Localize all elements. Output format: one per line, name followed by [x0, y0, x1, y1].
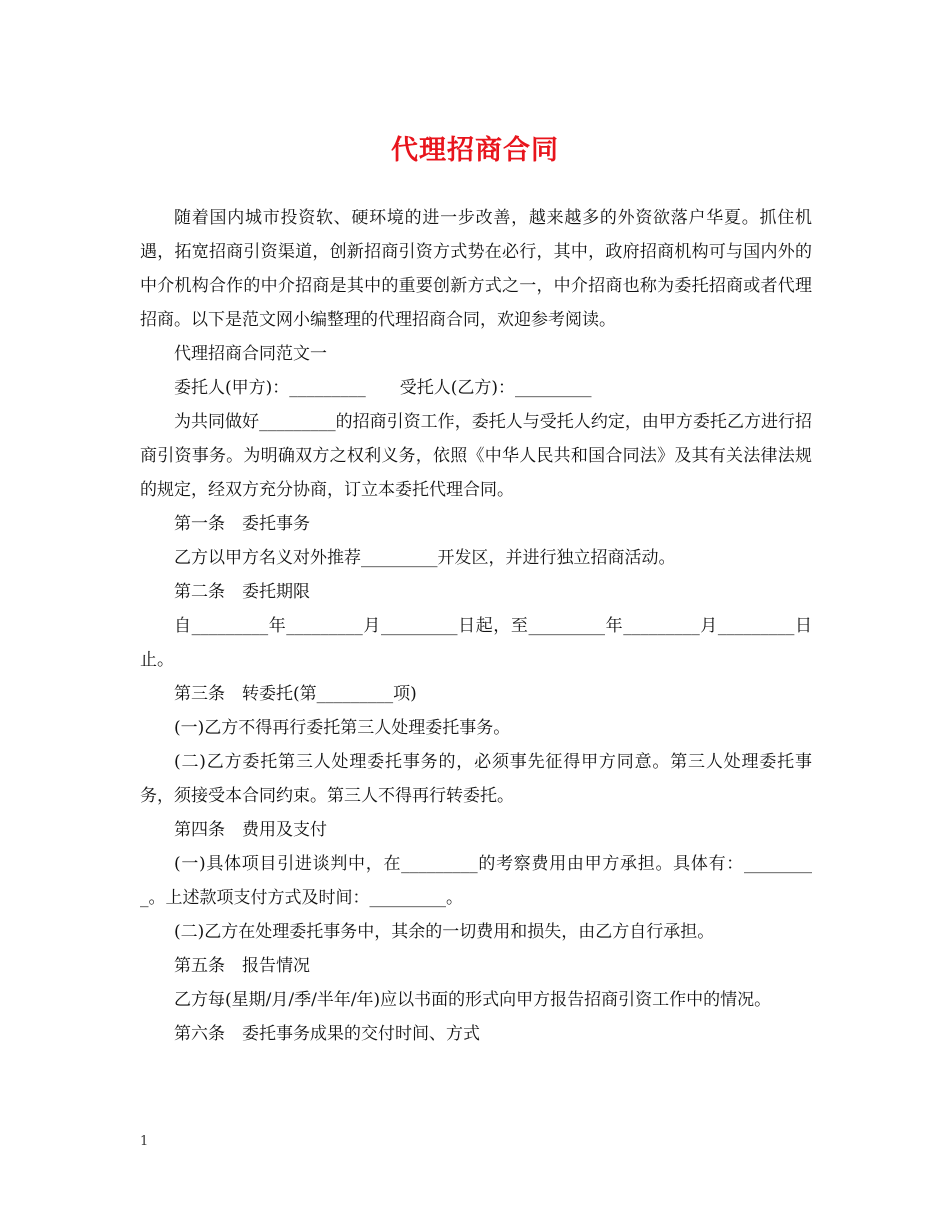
page-title: 代理招商合同: [391, 135, 559, 166]
article-6-heading: 第六条 委托事务成果的交付时间、方式: [174, 1024, 480, 1044]
article-5-heading: 第五条 报告情况: [174, 956, 310, 976]
article-2-heading: 第二条 委托期限: [174, 582, 310, 602]
article-1-heading: 第一条 委托事务: [174, 514, 310, 534]
intro-paragraph: 随着国内城市投资软、硬环境的进一步改善，越来越多的外资欲落户华夏。抓住机遇，拓宽招商引资渠道，创新招商引资方式势在必行，其中，政府招商机构可与国内外的中介机构合作的中介招商是其中的重要创新方式之一，中介招商也称为委托招商或者代理招商。以下是范文网小编整理的代理招商合同，欢迎参考阅读。: [140, 208, 812, 330]
article-4-heading: 第四条 费用及支付: [174, 820, 327, 840]
preamble-paragraph: 为共同做好_________的招商引资工作，委托人与受托人约定，由甲方委托乙方进行招商引资事务。为明确双方之权利义务，依照《中华人民共和国合同法》及其有关法律法规的规定，经双方充分协商，订立本委托代理合同。: [140, 412, 812, 500]
article-5-text: 乙方每(星期/月/季/半年/年)应以书面的形式向甲方报告招商引资工作中的情况。: [174, 990, 772, 1010]
document-body: [140, 201, 812, 1051]
article-3-item-2: (二)乙方委托第三人处理委托事务的，必须事先征得甲方同意。第三人处理委托事务，须接受本合同约束。第三人不得再行转委托。: [140, 752, 812, 806]
parties-line: 委托人(甲方)：_________ 受托人(乙方)：_________: [174, 378, 592, 398]
article-3-item-1: (一)乙方不得再行委托第三人处理委托事务。: [174, 718, 511, 738]
article-4-item-1: (一)具体项目引进谈判中，在_________的考察费用由甲方承担。具体有：_________。上述款项支付方式及时间：_________。: [140, 854, 812, 908]
page-number: 1: [140, 1134, 149, 1149]
article-1-text: 乙方以甲方名义对外推荐_________开发区，并进行独立招商活动。: [174, 548, 676, 568]
article-3-heading: 第三条 转委托(第_________项): [174, 684, 417, 704]
article-2-text: 自_________年_________月_________日起，至_________年_________月_________日止。: [140, 616, 812, 670]
sample-heading: 代理招商合同范文一: [174, 344, 327, 364]
article-4-item-2: (二)乙方在处理委托事务中，其余的一切费用和损失，由乙方自行承担。: [174, 922, 715, 942]
